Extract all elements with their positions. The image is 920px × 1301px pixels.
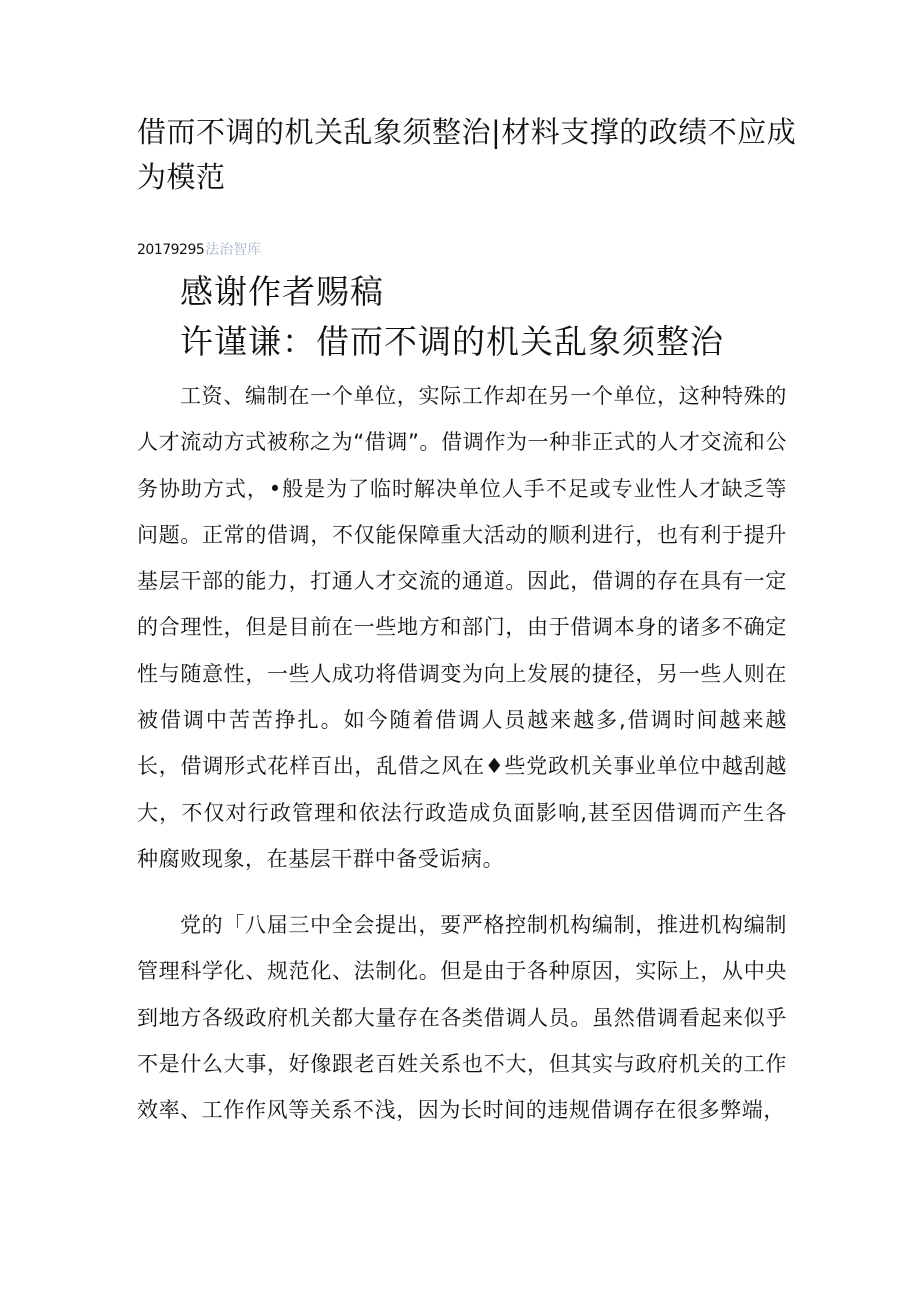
thanks-heading: 感谢作者赐稿 [180,272,384,311]
article-title: 借而不调的机关乱象须整治|材料支撑的政绩不应成为模范 [137,115,797,194]
body-paragraph-2: 党的「八届三中全会提出，要严格控制机构编制，推进机构编制管理科学化、规范化、法制化。但是由于各种原因，实际上，从中央到地方各级政府机关都大量存在各类借调人员。虽然借调看起来似乎不是什么大事，好像跟老百姓关系也不大，但其实与政府机关的工作效率、工作作风等关系不浅，因为长时间的违规借调存在很多弊端， [137,913,787,1123]
publish-date: 20179295 [137,242,205,258]
body-paragraph-1: 工资、编制在一个单位，实际工作却在另一个单位，这种特殊的人才流动方式被称之为“借调”。借调作为一种非正式的人才交流和公务协助方式，•般是为了临时解决单位人手不足或专业性人才缺乏等问题。正常的借调，不仅能保障重大活动的顺利进行，也有利于提升基层干部的能力，打通人才交流的通道。因此，借调的存在具有一定的合理性，但是目前在一些地方和部门，由于借调本身的诸多不确定性与随意性，一些人成功将借调变为向上发展的捷径，另一些人则在被借调中苦苦挣扎。如今随着借调人员越来越多,借调时间越来越长，借调形式花样百出，乱借之风在♦些党政机关事业单位中越刮越大，不仅对行政管理和依法行政造成负面影响,甚至因借调而产生各种腐败现象，在基层干群中备受诟病。 [137,384,787,871]
article-subtitle: 许谨谦：借而不调的机关乱象须整治 [180,322,724,361]
article-meta [137,240,261,260]
source-name: 法治智库 [205,242,262,258]
